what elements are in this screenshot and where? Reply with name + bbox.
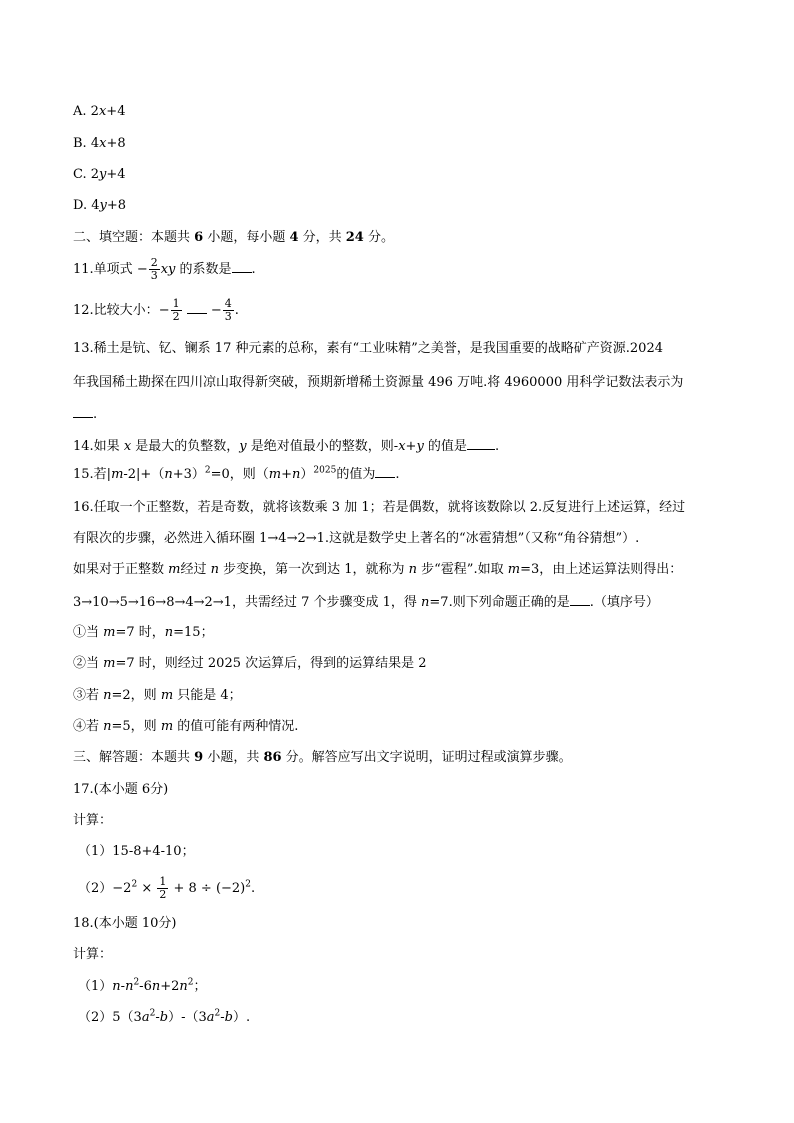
question-13-line-3: .	[73, 405, 97, 424]
fraction: $\frac{4}{3}$	[224, 297, 232, 323]
question-18-part-1: $(1)n-n^2-6n+2n^2$；	[78, 977, 207, 994]
answer-blank	[187, 301, 207, 314]
question-17-part-1: （1）15-8+4-10；	[78, 844, 195, 859]
question-18-part-2: $(2)5(3a^2-b)-(3a^2-b)$.	[78, 1008, 251, 1025]
answer-blank	[467, 437, 495, 450]
question-17-heading: 17.(本小题 6分)	[73, 782, 169, 797]
question-14: 14.如果 x 是最大的负整数，y 是绝对值最小的整数，则-x+y 的值是 .	[73, 439, 500, 454]
question-16-option-2: ②当 m=7 时，则经过 2025 次运算后，得到的运算结果是 2	[73, 656, 427, 671]
section-2-heading: 二、填空题：本题共 6 小题，每小题 4 分，共 24 分。	[73, 230, 394, 245]
question-15: 15.若$|m-2|+(n+3)^2=0$，则$(m+n)^{2025}$的值为 .	[73, 465, 400, 482]
question-13-line-2: 年我国稀土勘探在四川凉山取得新突破，预期新增稀土资源量 496 万吨.将 4960000 用科学记数法表示为	[73, 375, 684, 390]
question-13-line-1: 13.稀土是钪、钇、镧系 17 种元素的总称，素有“工业味精”之美誉，是我国重要的战略矿产资源.2024	[73, 341, 663, 356]
fraction: $\frac{1}{2}$	[172, 297, 180, 323]
answer-blank	[570, 593, 590, 606]
question-18-heading: 18.(本小题 10分)	[73, 916, 177, 931]
fraction: $\frac{2}{3}$	[150, 256, 158, 282]
question-18-calc-label: 计算：	[73, 947, 113, 962]
answer-blank	[232, 260, 252, 273]
answer-blank	[375, 465, 395, 478]
fraction: $\frac{1}{2}$	[159, 875, 167, 901]
question-17-calc-label: 计算：	[73, 813, 113, 828]
question-12: 12.比较大小：− $\frac{1}{2}$ − $\frac{4}{3}$ .	[73, 297, 239, 323]
question-17-part-2: $(2)-2^2$ × $\frac{1}{2}$ + $8 \div (-2)^2$.	[78, 875, 256, 901]
option-d: D. 4y+8	[73, 198, 127, 213]
option-b: B. 4x+8	[73, 136, 126, 151]
question-16-line-2: 有限次的步骤，必然进入循环圈 1→4→2→1.这就是数学史上著名的“冰雹猜想”（又称“角谷猜想”）.	[73, 531, 640, 546]
option-a: A. 2x+4	[73, 104, 126, 119]
question-16-option-4: ④若 n=5，则 m 的值可能有两种情况.	[73, 719, 299, 734]
question-16-option-3: ③若 n=2，则 m 只能是 4；	[73, 688, 242, 703]
question-16-option-1: ①当 m=7 时，n=15；	[73, 625, 214, 640]
question-16-line-4: 3→10→5→16→8→4→2→1，共需经过 7 个步骤变成 1，得 n=7.则下列命题正确的是 .（填序号）	[73, 595, 659, 610]
question-16-line-3: 如果对于正整数 m经过 n 步变换，第一次到达 1，就称为 n 步“雹程”.如取 m=3，由上述运算法则得出：	[73, 562, 683, 577]
answer-blank	[73, 405, 93, 418]
question-16-line-1: 16.任取一个正整数，若是奇数，就将该数乘 3 加 1；若是偶数，就将该数除以 2.反复进行上述运算，经过	[73, 500, 686, 515]
question-11: 11.单项式 − $\frac{2}{3}$ xy 的系数是 .	[73, 256, 256, 282]
option-c: C. 2y+4	[73, 167, 126, 182]
section-3-heading: 三、解答题：本题共 9 小题，共 86 分。解答应写出文字说明，证明过程或演算步骤。	[73, 750, 572, 765]
